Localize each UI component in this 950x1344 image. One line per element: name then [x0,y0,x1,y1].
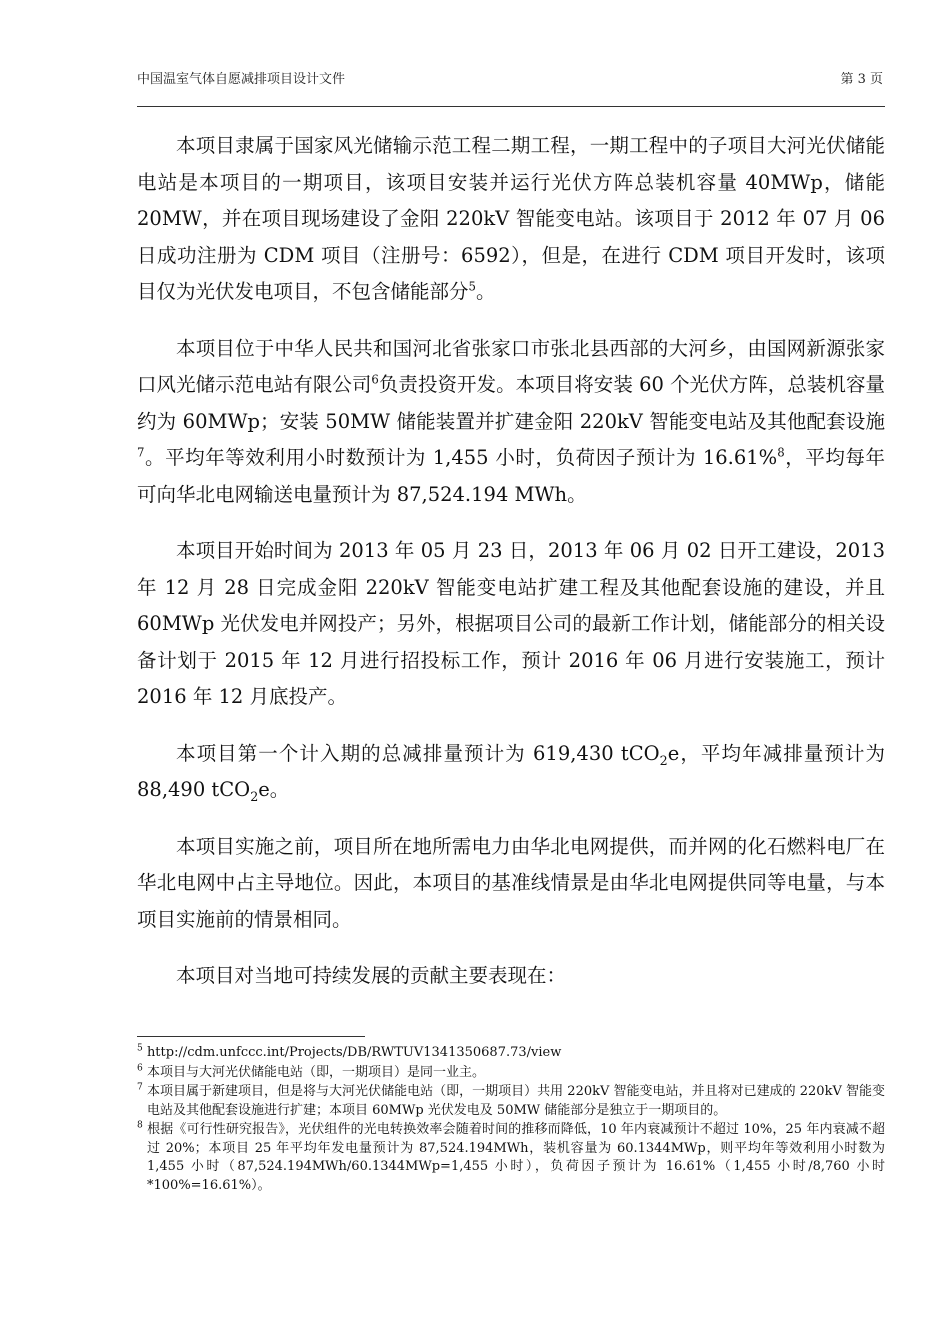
footnote-link[interactable]: http://cdm.unfccc.int/Projects/DB/RWTUV1341350687.73/view [146,1045,562,1060]
footnote-ref-6[interactable]: 6 [371,372,379,387]
footnote-7: $^7$ 本项目属于新建项目，但是将与大河光伏储能电站（即，一期项目）共用 220kV 智能变电站，并且将对已建成的 220kV 智能变电站及其他配套设施进行扩建；本项目 60MWp 光伏发电及 50MW 储能部分是独立于一期项目的。 [137,1082,885,1118]
paragraph-emission-reduction: 本项目第一个计入期的总减排量预计为 619,430 tCO$_2$e，平均年减排量预计为 88,490 tCO$_2$e。 [137,741,886,804]
page-number: 第 3 页 [840,72,883,87]
footnote-ref-8[interactable]: 8 [777,445,785,460]
paragraph-phase-one: 本项目隶属于国家风光储输示范工程二期工程，一期工程中的子项目大河光伏储能电站是本项目的一期项目，该项目安装并运行光伏方阵总装机容量 40MWp，储能 20MW，并在项目现场建设了金阳 220kV 智能变电站。该项目于 2012 年 07 月 06 日成功注册为 CDM 项目（注册号：6592），但是，在进行 CDM 项目开发时，该项目仅为光伏发电项目，不包含储能部分$^5$。 [137,134,885,303]
paragraph-timeline: 本项目开始时间为 2013 年 05 月 23 日，2013 年 06 月 02 日开工建设，2013 年 12 月 28 日完成金阳 220kV 智能变电站扩建工程及其他配套设施的建设，并且 60MWp 光伏发电并网投产；另外，根据项目公司的最新工作计划，储能部分的相关设备计划于 2015 年 12 月进行招投标工作，预计 2016 年 06 月进行安装施工，预计 2016 年 12 月底投产。 [137,539,885,708]
footnote-divider [137,1036,365,1037]
paragraph-sustainability: 本项目对当地可持续发展的贡献主要表现在： [176,964,567,987]
paragraph-location: 本项目位于中华人民共和国河北省张家口市张北县西部的大河乡，由国网新源张家口风光储示范电站有限公司$^6$负责投资开发。本项目将安装 60 个光伏方阵，总装机容量约为 60MWp；安装 50MW 储能装置并扩建金阳 220kV 智能变电站及其他配套设施$^7$。平均年等效利用小时数预计为 1,455 小时，负荷因子预计为 16.61%$^8$，平均每年可向华北电网输送电量预计为 87,524.194 MWh。 [137,336,885,506]
footnote-8: $^8$ 根据《可行性研究报告》，光伏组件的光电转换效率会随着时间的推移而降低，10 年内衰减预计不超过 10%，25 年内衰减不超过 20%；本项目 25 年平均年发电量预计为 87,524.194MWh，装机容量为 60.1344MWp，则平均年等效利用小时数为 1,455 小时（87,524.194MWh/60.1344MWp=1,455 小时），负荷因子预计为 16.61%（1,455 小时/8,760 小时*100%=16.61%）。 [137,1120,885,1193]
footnote-5: $^5$ http://cdm.unfccc.int/Projects/DB/RWTUV1341350687.73/view [137,1043,562,1060]
footnote-6: $^6$ 本项目与大河光伏储能电站（即，一期项目）是同一业主。 [137,1063,485,1080]
header-divider [137,106,885,107]
footnotes [137,1044,885,1196]
paragraph-baseline: 本项目实施之前，项目所在地所需电力由华北电网提供，而并网的化石燃料电厂在华北电网中占主导地位。因此，本项目的基准线情景是由华北电网提供同等电量，与本项目实施前的情景相同。 [137,834,885,931]
footnote-ref-5[interactable]: 5 [468,279,476,294]
document-title: 中国温室气体自愿减排项目设计文件 [137,72,346,87]
body-text [137,128,885,1015]
footnote-ref-7[interactable]: 7 [137,445,145,460]
